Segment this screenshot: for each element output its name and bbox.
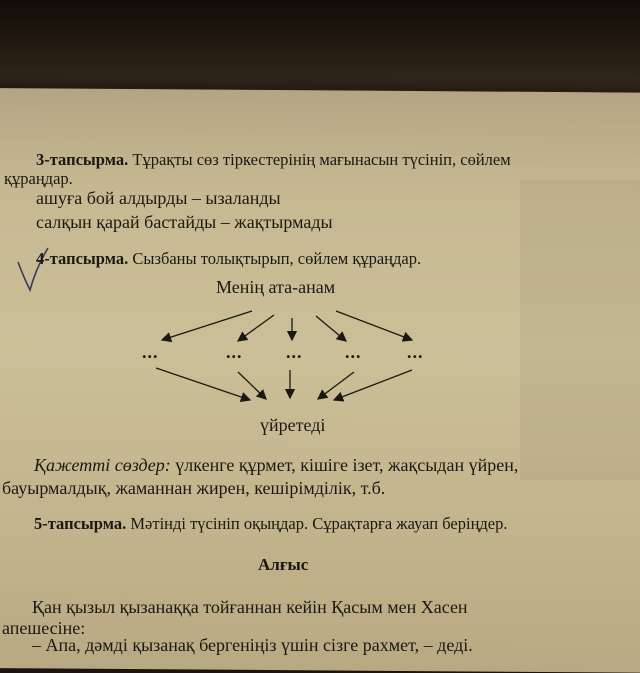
task3-text-cont: құраңдар. — [4, 169, 73, 188]
task4-text: Сызбаны толықтырып, сөйлем құраңдар. — [132, 249, 422, 268]
diagram-blank-5: ... — [407, 342, 424, 362]
story-line-1: Қан қызыл қызанаққа тойғаннан кейін Қасым мен Хасен — [32, 597, 468, 617]
diagram-blank-4: ... — [345, 342, 362, 362]
task4-label: 4-тапсырма. — [36, 249, 129, 268]
arrow-top-1 — [162, 311, 252, 340]
needed-words-cont: бауырмалдық, жаманнан жирен, кешірімділік, т.б. — [2, 478, 386, 498]
diagram-bottom-label: үйретеді — [260, 415, 326, 435]
story-title: Алғыс — [258, 555, 309, 574]
story-line-3: – Апа, дәмді қызанақ бергеніңіз үшін сізге рахмет, – деді. — [32, 635, 473, 655]
arrow-top-4 — [316, 316, 346, 341]
diagram-blank-3: ... — [286, 342, 303, 362]
arrow-bottom-2 — [238, 372, 266, 399]
story-line-2: апешесіне: — [2, 618, 86, 638]
needed-words-label: Қажетті сөздер: — [34, 455, 171, 475]
task5-text: Мәтінді түсініп оқыңдар. Сұрақтарға жауап беріңдер. — [130, 514, 508, 533]
arrow-top-5 — [336, 311, 412, 340]
task3-phrase-1: ашуға бой алдырды – ызаланды — [36, 188, 281, 208]
diagram-blank-1: ... — [142, 342, 159, 362]
task5-label: 5-тапсырма. — [34, 514, 127, 533]
diagram-top-label: Менің ата-анам — [216, 277, 336, 297]
diagram-blank-2: ... — [226, 342, 243, 362]
needed-words-text: үлкенге құрмет, кішіге ізет, жақсыдан үйрен, — [175, 455, 519, 475]
needed-words-line — [34, 456, 518, 474]
arrow-bottom-5 — [334, 370, 412, 400]
arrow-bottom-1 — [156, 368, 250, 400]
arrow-top-2 — [238, 315, 274, 341]
task5-line — [34, 516, 508, 533]
task3-label: 3-тапсырма. — [36, 150, 129, 169]
task3-text: Тұрақты сөз тіркестерінің мағынасын түсініп, сөйлем — [132, 150, 511, 169]
task3-phrase-2: салқын қарай бастайды – жақтырмады — [36, 212, 333, 232]
